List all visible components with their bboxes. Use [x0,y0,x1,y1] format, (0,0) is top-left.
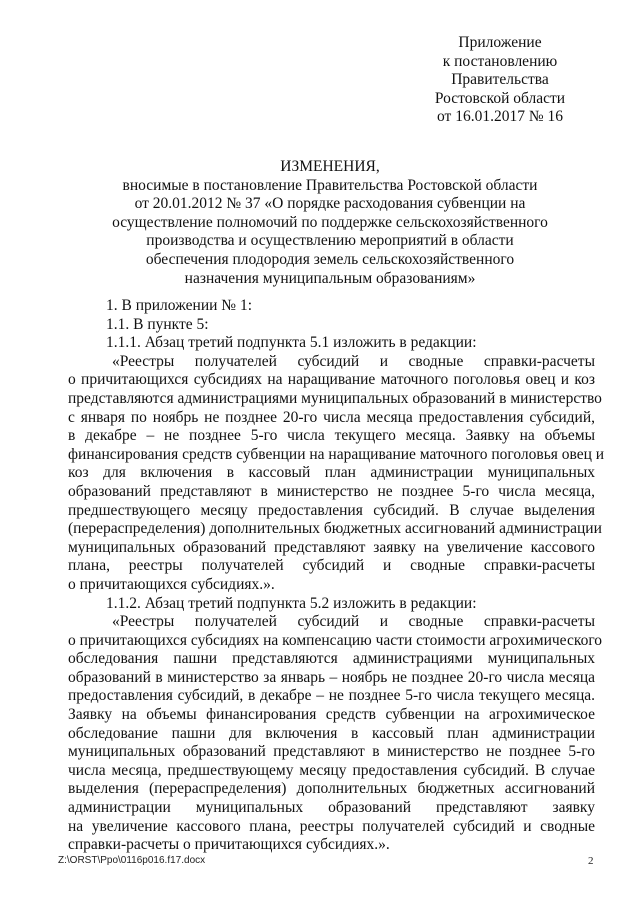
paragraph-line: финансирования средств субвенции на наращивание маточного поголовья овец и [68,445,605,463]
paragraph-line: обследования пашни представляются администрациями муниципальных [68,650,595,668]
document-subtitle-line: обеспечения плодородия земель сельскохозяйственного [145,250,515,268]
item-heading: 1. В приложении № 1: [106,297,253,314]
document-title: ИЗМЕНЕНИЯ, [280,158,380,175]
document-subtitle-line: осуществление полномочий по поддержке сельскохозяйственного [112,213,548,231]
paragraph-line: образований в министерство за январь – ноябрь не позднее 20-го числа месяца [68,668,595,686]
paragraph-line: администрации муниципальных образований представляют заявку [68,799,595,817]
file-path-footer: Z:\ORST\Ppo\0116p016.f17.docx [58,855,206,866]
paragraph-line: «Реестры получателей субсидий и сводные справки-расчеты [112,613,595,631]
paragraph-line: на увеличение кассового плана, реестры получателей субсидий и сводные [68,817,595,835]
item-heading: 1.1.2. Абзац третий подпункта 5.2 изложить в редакции: [106,594,477,612]
document-body [68,297,605,855]
paragraph-line: о причитающихся субсидиях на наращивание маточного поголовья овец и коз [68,371,595,389]
paragraph [68,352,605,595]
appendix-line: Ростовской области [434,89,566,107]
appendix-header [380,34,620,127]
paragraph-line: с января по ноябрь не позднее 20-го числа месяца предоставления субсидий, [68,408,595,426]
paragraph-line: предоставления субсидий, в декабре – не позднее 5-го числа текущего месяца. [68,687,595,705]
appendix-line: Правительства [451,71,549,89]
paragraph-line: образований представляют в министерство не позднее 5-го числа месяца, [68,482,595,500]
document-subtitle-line: вносимые в постановление Правительства Ростовской области [122,176,538,194]
paragraph-line: числа месяца, предшествующему месяцу предоставления субсидий. В случае [68,761,595,779]
paragraph-line: о причитающихся субсидиях.». [68,575,275,593]
paragraph [68,613,603,855]
document-title-block [60,158,600,288]
paragraph-line: «Реестры получателей субсидий и сводные справки-расчеты [112,352,595,370]
appendix-line: от 16.01.2017 № 16 [437,108,563,126]
paragraph-line: (перераспределения) дополнительных бюджетных ассигнований администрации [68,520,602,538]
paragraph-line: обследование пашни для включения в кассовый план администрации [68,724,595,742]
paragraph-line: муниципальных образований представляют в министерство не позднее 5-го [68,743,595,761]
appendix-line: к постановлению [442,52,558,70]
item-heading: 1.1. В пункте 5: [106,315,209,333]
paragraph-line: Заявку на объемы финансирования средств субвенции на агрохимическое [68,706,595,724]
appendix-line: Приложение [458,34,542,51]
paragraph-line: представляются администрациями муниципальных образований в министерство [68,389,602,407]
document-subtitle-line: назначения муниципальным образованиям» [184,269,476,287]
document-subtitle-line: производства и осуществлению мероприятий в области [146,232,514,250]
paragraph-line: коз для включения в кассовый план администрации муниципальных [68,464,595,482]
paragraph-line: справки-расчеты о причитающихся субсидиях.». [68,836,390,854]
paragraph-line: муниципальных образований представляют заявку на увеличение кассового [68,538,595,556]
paragraph-line: предшествующего месяцу предоставления субсидий. В случае выделения [68,501,595,519]
paragraph-line: плана, реестры получателей субсидий и сводные справки-расчеты [68,557,595,575]
document-subtitle-line: от 20.01.2012 № 37 «О порядке расходования субвенции на [134,195,526,213]
item-heading: 1.1.1. Абзац третий подпункта 5.1 изложить в редакции: [106,334,477,352]
paragraph-line: о причитающихся субсидиях на компенсацию части стоимости агрохимического [68,631,603,649]
paragraph-line: выделения (перераспределения) дополнительных бюджетных ассигнований [68,780,595,798]
page-number: 2 [588,855,594,867]
paragraph-line: в декабре – не позднее 5-го числа текущего месяца. Заявку на объемы [68,427,595,445]
